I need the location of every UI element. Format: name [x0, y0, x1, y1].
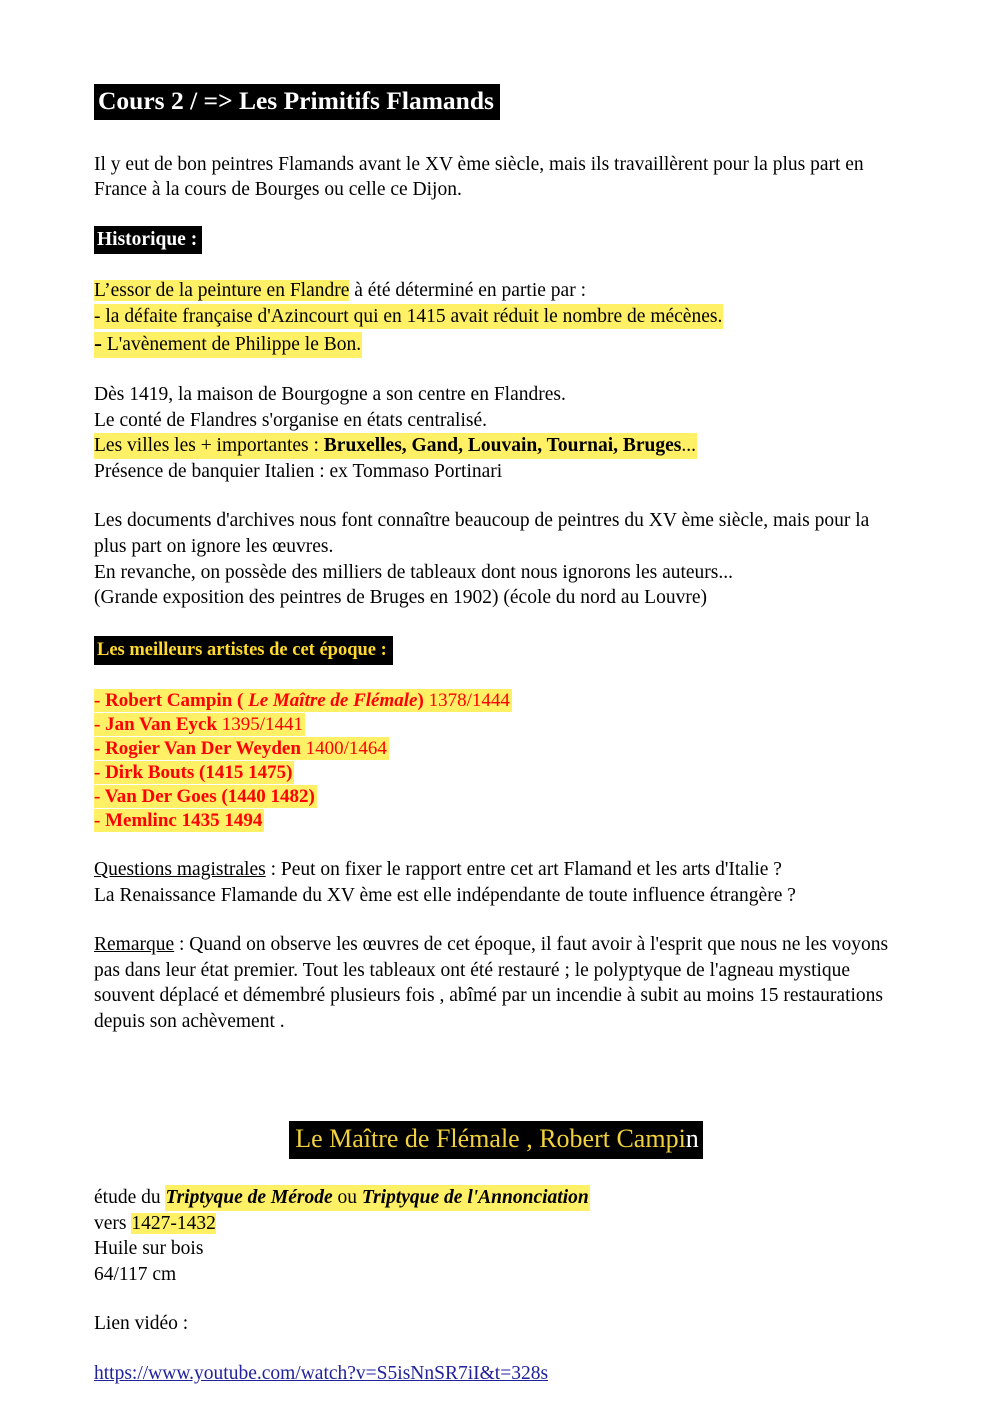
artist-entry-1	[94, 713, 305, 736]
artists-list	[94, 689, 898, 833]
vers-line	[94, 1211, 898, 1237]
questions-line-1	[94, 857, 898, 883]
artist-dash: -	[94, 786, 105, 808]
artist-name: Rogier Van Der Weyden	[105, 738, 301, 760]
cause-2-wrap	[94, 332, 362, 358]
banquier-line: Présence de banquier Italien : ex Tommaso Portinari	[94, 460, 503, 482]
etude-line	[94, 1185, 898, 1211]
artist-dash: -	[94, 762, 106, 784]
artist-row	[94, 809, 898, 833]
artist-entry-0	[94, 689, 512, 712]
etude-titles	[165, 1185, 589, 1211]
questions-label: Questions magistrales	[94, 859, 266, 881]
campin-heading	[289, 1121, 703, 1159]
artist-paren-close: )	[417, 690, 424, 712]
artist-entry-3	[94, 761, 294, 784]
campin-heading-block	[94, 1121, 898, 1159]
cause-2-text: L'avènement de Philippe le Bon.	[102, 334, 362, 356]
artist-row	[94, 737, 898, 761]
campin-heading-main: Le Maître de Flémale , Robert Campi	[295, 1123, 686, 1153]
artist-dates: 1395/1441	[217, 714, 304, 736]
artist-alias: Le Maître de Flémale	[248, 690, 418, 712]
artist-name: Van Der Goes (1440 1482)	[104, 786, 315, 808]
technique-line: Huile sur bois	[94, 1238, 204, 1260]
remarque-text: : Quand on observe les œuvres de cet époque, il faut avoir à l'esprit que nous ne les voyons pas dans leur état premier. Tout les tableaux ont été restauré ; le polyptyque de l'agneau mystique souvent déplacé et démembré plusieurs fois , abîmé par un incendie à subit au moins 15 restaurations depuis son achèvement .	[94, 934, 889, 1033]
artist-name: Jan Van Eyck	[105, 714, 218, 736]
vers-label: vers	[94, 1212, 132, 1234]
dimensions-line: 64/117 cm	[94, 1263, 177, 1285]
cause-2-dash: -	[94, 331, 102, 358]
artist-entry-2	[94, 737, 389, 760]
artist-dates: 1378/1444	[423, 690, 510, 712]
intro-paragraph: Il y eut de bon peintres Flamands avant le XV ème siècle, mais ils travaillèrent pour la plus part en France à la cours de Bourges ou celle ce Dijon.	[94, 153, 864, 201]
artist-name: Dirk Bouts (1415 1475)	[105, 762, 293, 784]
villes-prefix: Les villes les + importantes :	[94, 435, 324, 457]
artist-paren-open: (	[232, 690, 249, 712]
bourgogne-line-1: Dès 1419, la maison de Bourgogne a son centre en Flandres.	[94, 383, 566, 405]
essor-rest: à été déterminé en partie par :	[349, 280, 586, 302]
lien-row	[94, 1361, 898, 1387]
cause-1-text: - la défaite française d'Azincourt qui en 1415 avait réduit le nombre de mécènes.	[94, 304, 723, 330]
remarque-block	[94, 932, 898, 1034]
artist-dash: -	[94, 690, 106, 712]
historique-heading: Historique :	[94, 226, 202, 254]
cause-line-1	[94, 304, 898, 330]
page-title: Cours 2 / => Les Primitifs Flamands	[94, 84, 500, 120]
historique-heading-block	[94, 226, 898, 254]
villes-line	[94, 433, 898, 459]
artist-entry-5	[94, 809, 264, 832]
etude-title-1: Triptyque de Mérode	[165, 1186, 333, 1208]
artists-heading-block	[94, 636, 898, 665]
artist-row	[94, 713, 898, 737]
campin-heading-tail: n	[685, 1123, 699, 1153]
remarque-label: Remarque	[94, 934, 175, 956]
questions-text: : Peut on fixer le rapport entre cet art Flamand et les arts d'Italie ?	[265, 859, 782, 881]
artist-row	[94, 785, 898, 809]
artist-name: Robert Campin	[105, 690, 233, 712]
artist-entry-4	[94, 785, 317, 808]
artist-row	[94, 761, 898, 785]
artists-heading: Les meilleurs artistes de cet époque :	[94, 636, 393, 665]
artist-dash: -	[94, 714, 106, 736]
lien-label: Lien vidéo :	[94, 1313, 189, 1335]
villes-suffix: ...	[681, 435, 697, 457]
archives-line-3: (Grande exposition des peintres de Bruges en 1902) (école du nord au Louvre)	[94, 587, 707, 609]
villes-wrap	[94, 433, 697, 459]
etude-block	[94, 1185, 898, 1287]
etude-join: ou	[332, 1186, 362, 1208]
video-link[interactable]: https://www.youtube.com/watch?v=S5isNnSR7iI&t=328s	[94, 1362, 549, 1384]
artist-dates: 1400/1464	[300, 738, 387, 760]
artist-name: Memlinc 1435 1494	[105, 810, 263, 832]
artist-dash: -	[94, 738, 106, 760]
essor-line	[94, 278, 898, 304]
cause-line-2	[94, 332, 898, 358]
vers-value: 1427-1432	[131, 1212, 216, 1234]
villes-bold: Bruxelles, Gand, Louvain, Tournai, Bruges	[323, 435, 682, 457]
archives-block	[94, 508, 898, 610]
archives-line-2: En revanche, on possède des milliers de tableaux dont nous ignorons les auteurs...	[94, 561, 734, 583]
artist-row	[94, 689, 898, 713]
document-title-block	[94, 84, 898, 120]
etude-prefix: étude du	[94, 1186, 166, 1208]
essor-block	[94, 278, 898, 358]
artist-dash: -	[94, 810, 106, 832]
bourgogne-line-2: Le conté de Flandres s'organise en états centralisé.	[94, 409, 488, 431]
essor-highlight: L’essor de la peinture en Flandre	[94, 280, 350, 302]
archives-line-1: Les documents d'archives nous font connaître beaucoup de peintres du XV ème siècle, mais pour la plus part on ignore les œuvres.	[94, 510, 870, 557]
bourgogne-block	[94, 382, 898, 484]
questions-line-2: La Renaissance Flamande du XV ème est elle indépendante de toute influence étrangère ?	[94, 884, 796, 906]
questions-block	[94, 857, 898, 908]
etude-title-2: Triptyque de l'Annonciation	[361, 1186, 589, 1208]
